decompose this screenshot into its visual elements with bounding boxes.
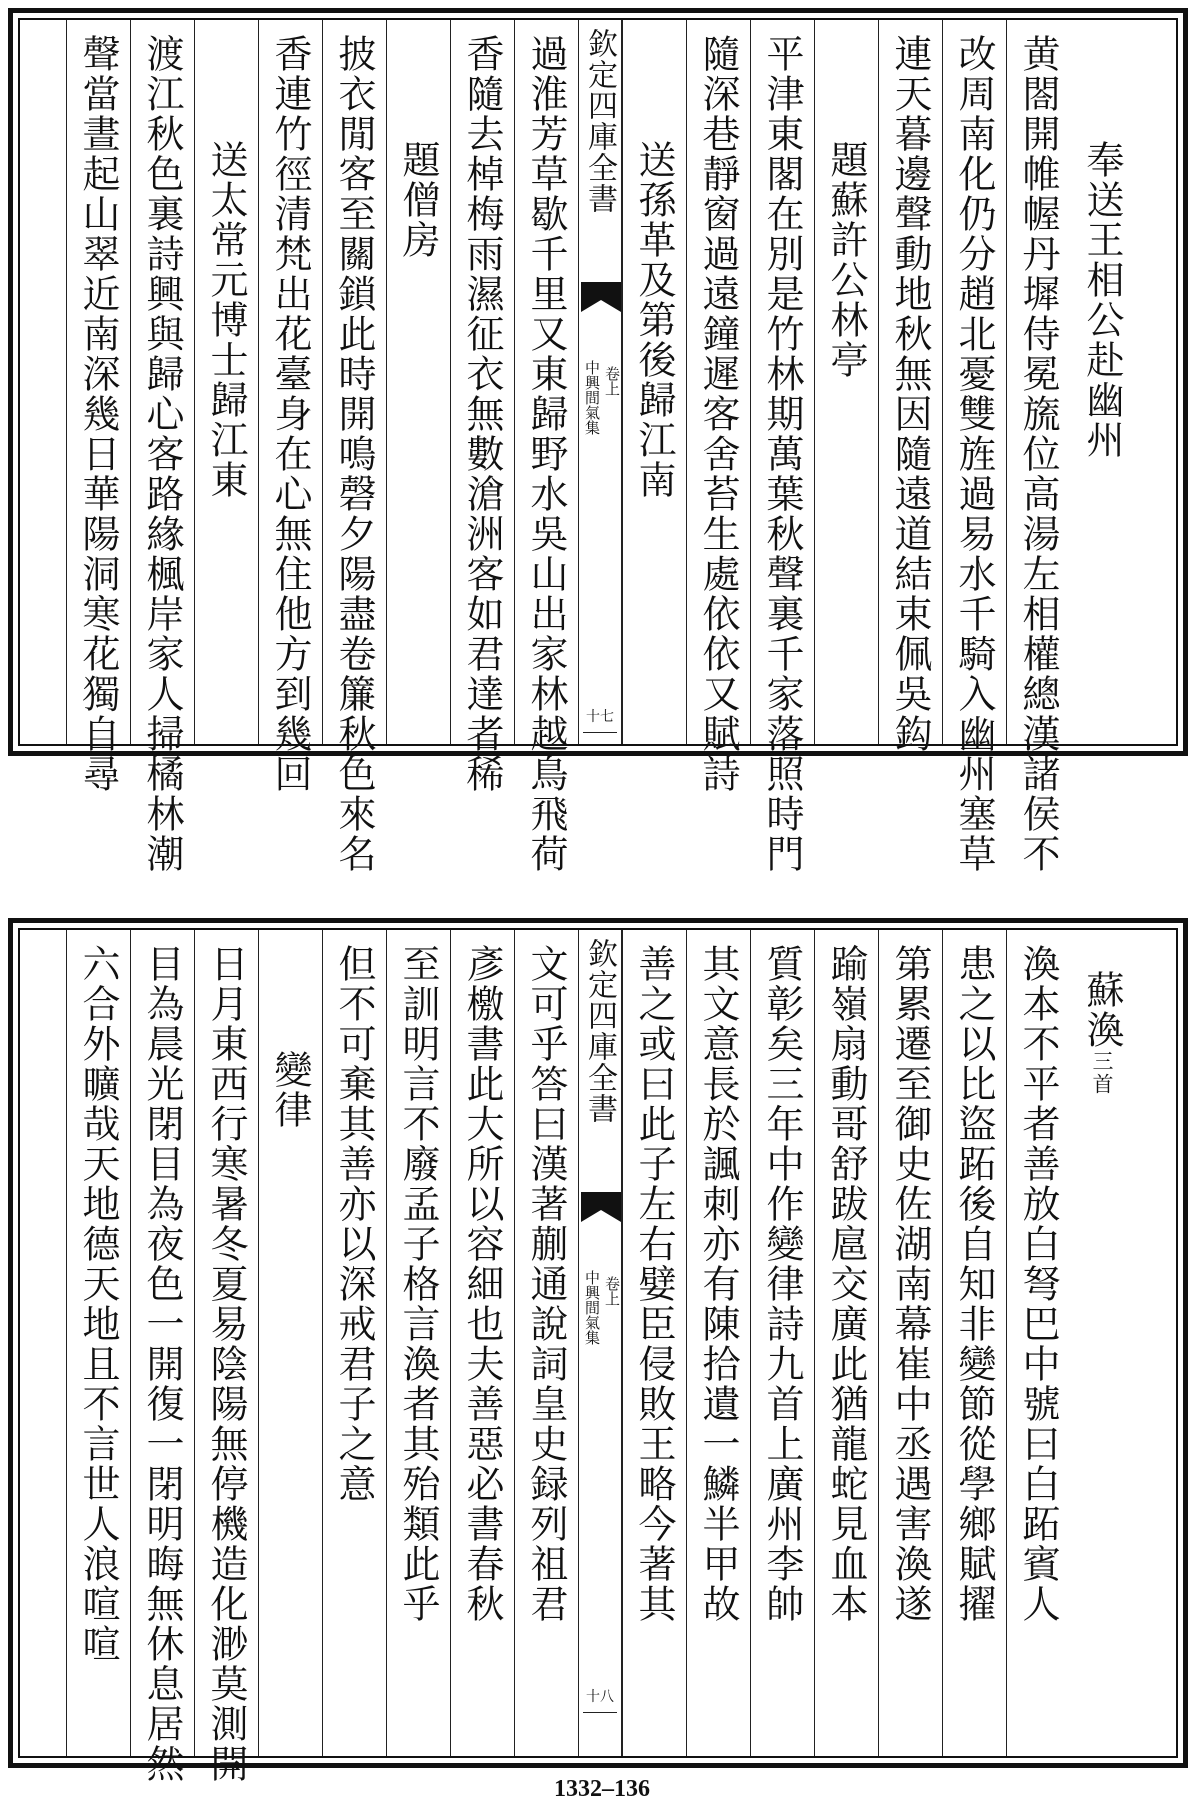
- page-code: 1332–136: [554, 1776, 650, 1802]
- column: [450, 930, 514, 1756]
- preface-line: 患之以比盜跖後自知非變節從學鄉賦擢: [952, 944, 996, 1624]
- poem-line: 香隨去棹梅雨濕征衣無數滄洲客如君達者稀: [460, 34, 504, 794]
- column: [1006, 20, 1070, 874]
- library-title: 欽定四庫全書: [582, 28, 617, 214]
- column: [814, 20, 878, 744]
- column: [942, 20, 1006, 874]
- column: [322, 20, 386, 874]
- column: [66, 20, 130, 794]
- poem-line: 平津東閣在別是竹林期萬葉秋聲裏千家落照時門: [760, 34, 804, 874]
- volume-label: 卷上: [603, 1276, 621, 1306]
- column: [514, 930, 578, 1756]
- poem-line: 過淮芳草歇千里又東歸野水吳山出家林越鳥飛荷: [524, 34, 568, 874]
- bottom-page-frame: [18, 928, 1178, 1784]
- poem-line: 聲當晝起山翠近南深幾日華陽洞寒花獨自尋: [76, 34, 120, 794]
- book-title: 中興間氣集: [583, 360, 601, 435]
- preface-line: 第累遷至御史佐湖南幕崔中丞遇害渙遂: [888, 944, 932, 1624]
- preface-line: 其文意長於諷刺亦有陳拾遺一鱗半甲故: [696, 944, 740, 1624]
- poem-line: 披衣閒客至關鎖此時開鳴磬夕陽盡卷簾秋色來名: [332, 34, 376, 874]
- preface-line: 質彰矣三年中作變律詩九首上廣州李帥: [760, 944, 804, 1624]
- column: [194, 930, 258, 1784]
- column: [686, 930, 750, 1756]
- column: [1070, 20, 1134, 744]
- book-title: 中興間氣集: [583, 1270, 601, 1345]
- column: [66, 930, 130, 1756]
- column: [686, 20, 750, 794]
- fish-tail-mark: [581, 1192, 621, 1226]
- poem-line: 目為晨光閉目為夜色一開復一閉明晦無休息居然: [140, 944, 184, 1784]
- preface-line: 渙本不平者善放白弩巴中號曰白跖賓人: [1016, 944, 1060, 1624]
- column: [514, 20, 578, 874]
- preface-line: 善之或曰此子左右嬖臣侵敗王略今著其: [632, 944, 676, 1624]
- top-page: [8, 8, 1188, 874]
- poem-title: 送孫革及第後歸江南: [632, 140, 676, 500]
- page-number: 十七: [586, 709, 614, 725]
- column: [878, 930, 942, 1756]
- preface-line: 但不可棄其善亦以深戒君子之意: [332, 944, 376, 1504]
- poem-line: 渡江秋色裏詩興與歸心客路緣楓岸家人掃橘林潮: [140, 34, 184, 874]
- column: [814, 930, 878, 1756]
- column: [1006, 930, 1070, 1756]
- column: [942, 930, 1006, 1756]
- poem-line: 六合外曠哉天地德天地且不言世人浪喧喧: [76, 944, 120, 1664]
- page-divider: [583, 1712, 617, 1713]
- poem-title: 奉送王相公赴幽州: [1080, 140, 1124, 460]
- poem-line: 改周南化仍分趙北憂雙旌過易水千騎入幽州塞草: [952, 34, 996, 874]
- column: [750, 930, 814, 1756]
- column: [130, 930, 194, 1784]
- column: [386, 930, 450, 1756]
- volume-label: 卷上: [603, 366, 621, 396]
- library-title: 欽定四庫全書: [582, 938, 617, 1124]
- column: [750, 20, 814, 874]
- column: [322, 930, 386, 1756]
- poem-line: 香連竹徑清梵出花臺身在心無住他方到幾回: [268, 34, 312, 794]
- column: [1070, 930, 1134, 1756]
- poem-title: 變律: [268, 1050, 312, 1130]
- top-page-frame: [18, 18, 1178, 874]
- column: [450, 20, 514, 794]
- poem-line: 日月東西行寒暑冬夏易陰陽無停機造化渺莫測開: [204, 944, 248, 1784]
- center-fold: [578, 20, 622, 744]
- bottom-page: [8, 918, 1188, 1784]
- poem-count: 三首: [1090, 1050, 1114, 1096]
- author-name: 蘇渙三首: [1080, 970, 1124, 1096]
- column: [258, 930, 322, 1756]
- column: [622, 20, 686, 744]
- center-fold: [578, 930, 622, 1756]
- preface-line: 彥檄書此大所以容細也夫善惡必書春秋: [460, 944, 504, 1624]
- poem-title: 題僧房: [396, 140, 440, 260]
- column: [194, 20, 258, 744]
- column: [130, 20, 194, 874]
- poem-line: 黄閤開帷幄丹墀侍冕旒位高湯左相權總漢諸侯不: [1016, 34, 1060, 874]
- column: [622, 930, 686, 1756]
- column: [878, 20, 942, 754]
- poem-line: 隨深巷靜窗過遠鐘遲客舍苔生處依依又賦詩: [696, 34, 740, 794]
- column: [258, 20, 322, 794]
- poem-line: 連天暮邊聲動地秋無因隨遠道結束佩吳鈎: [888, 34, 932, 754]
- poem-title: 送太常元博士歸江東: [204, 140, 248, 500]
- preface-line: 至訓明言不廢孟子格言渙者其殆類此乎: [396, 944, 440, 1624]
- page-divider: [583, 732, 617, 733]
- page-number: 十八: [586, 1689, 614, 1705]
- fish-tail-mark: [581, 282, 621, 316]
- preface-line: 踰嶺扇動哥舒跋扈交廣此猶龍蛇見血本: [824, 944, 868, 1624]
- preface-line: 文可乎答曰漢著蒯通說詞皇史録列祖君: [524, 944, 568, 1624]
- poem-title: 題蘇許公林亭: [824, 140, 868, 380]
- column: [386, 20, 450, 744]
